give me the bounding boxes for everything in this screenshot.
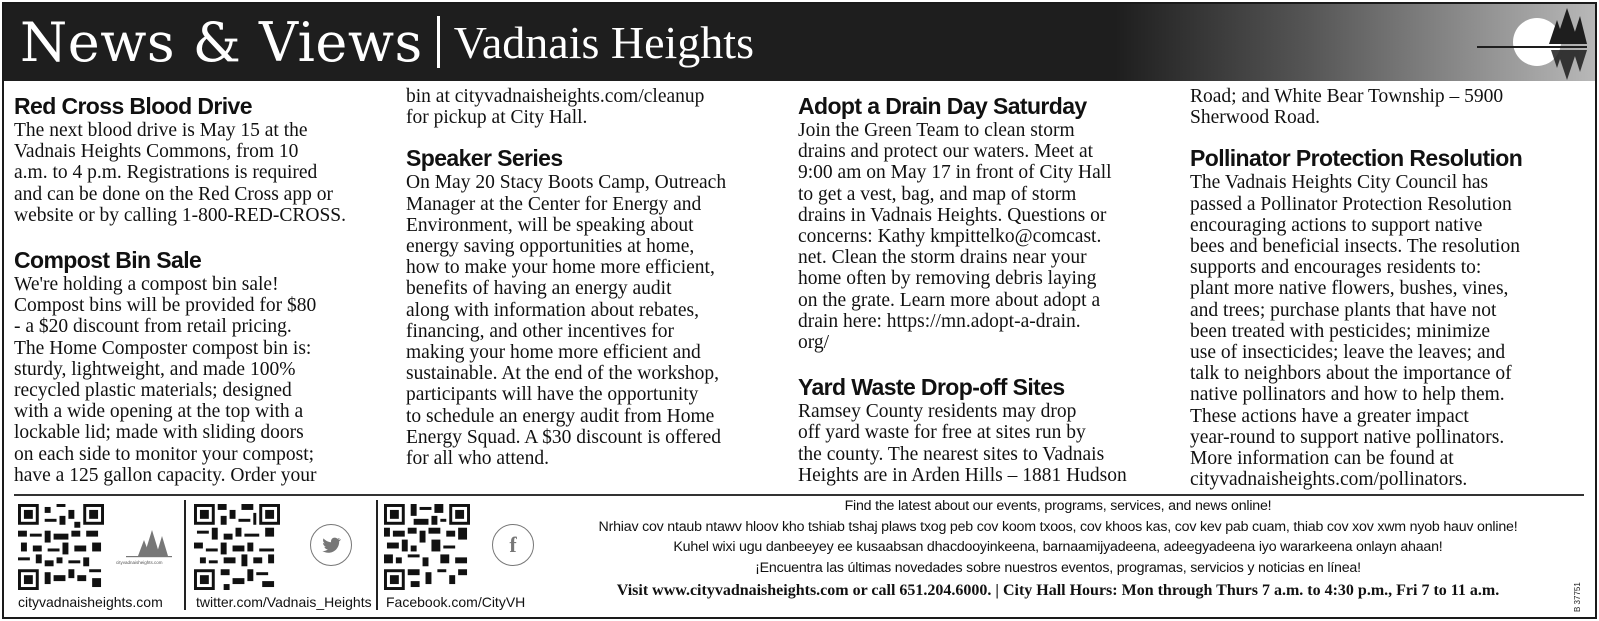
facebook-icon[interactable]: [492, 524, 534, 566]
column-4: [1190, 86, 1568, 490]
footer-separator: [184, 500, 186, 610]
column-1: [14, 86, 386, 486]
tagline-english: Find the latest about our events, programs, services, and news online!: [844, 498, 1272, 514]
twitter-qr-code[interactable]: [194, 504, 280, 590]
facebook-qr-code[interactable]: [384, 504, 470, 590]
page-title: [20, 8, 754, 76]
facebook-f-icon: f: [509, 532, 517, 557]
website-qr-code[interactable]: [18, 504, 104, 590]
tagline-spanish: ¡Encuentra las últimas novedades sobre nuestros eventos, programas, servicios y noticias en línea!: [755, 559, 1361, 576]
twitter-icon[interactable]: [310, 524, 352, 566]
title-city: Vadnais Heights: [453, 16, 754, 68]
website-link[interactable]: cityvadnaisheights.com: [18, 594, 163, 610]
article-body-pollinator: The Vadnais Heights City Council has passed a Pollinator Protection Resolution encouraging actions to support native bees and beneficial insects. The resolution supports and encourages residents to: plant more native flowers, bushes, vines, and trees; purchase plants that have not been treated with pesticides; minimize use of insecticides; leave the leaves; and talk to neighbors about the importance of native pollinators and how to help them. These actions have a greater impact year-round to support native pollinators. More information can be found at cityvadnaisheights.com/pollinators.: [1190, 172, 1520, 491]
article-body-yard-waste: Ramsey County residents may drop off yard waste for free at sites run by the county. The nearest sites to Vadnais Heights are in Arden Hills – 1881 Hudson: [798, 401, 1127, 486]
article-body-compost: We're holding a compost bin sale! Compost bins will be provided for $80 - a $20 discount from retail pricing. The Home Composter compost bin is: sturdy, lightweight, and made 100% recycled plastic materials; designed with a wide opening at the top with a lockable lid; made with sliding doors on each side to monitor your compost; have a 125 gallon capacity. Order your: [14, 274, 317, 486]
newsletter-ad: [2, 2, 1597, 619]
header-banner: [4, 4, 1595, 81]
column-3: [798, 86, 1178, 486]
mini-logo-text: cityvadnaisheights.com: [116, 560, 163, 565]
contact-hours: Visit www.cityvadnaisheights.com or call 651.204.6000. | City Hall Hours: Mon through Thurs 7 a.m. to 4:30 p.m., Fri 7 to 11 a.m.: [616, 582, 1500, 600]
column-2: [406, 86, 786, 469]
tagline-hmong: Nrhiav cov ntaub ntawv hloov kho tshiab tshaj plaws txog peb cov koom txoos, cov khoos kas, cov kev pab cuam, thiab cov xov xwm nyob hauv online!: [598, 518, 1518, 535]
article-body-adopt-drain: Join the Green Team to clean storm drains and protect our waters. Meet at 9:00 am on May 17 in front of City Hall to get a vest, bag, and map of storm drains in Vadnais Heights. Questions or concerns: Kathy kmpittelko@comcast. net. Clean the storm drains near your home often by removing debris laying on the grate. Learn more about adopt a drain here: https://mn.adopt-a-drain. org/: [798, 120, 1112, 354]
twitter-bird-icon: [320, 534, 342, 556]
city-logo-icon: [116, 528, 174, 572]
footer-separator: [376, 500, 378, 610]
article-body-speaker-series: On May 20 Stacy Boots Camp, Outreach Manager at the Center for Energy and Environment, will be speaking about energy saving opportunities at home, how to make your home more efficient, benefits of having an energy audit along with information about rebates, financing, and other incentives for making your home more efficient and sustainable. At the end of the workshop, participants will have the opportunity to schedule an energy audit from Home Energy Squad. A $30 discount is offered for all who attend.: [406, 172, 727, 470]
article-body-blood-drive: The next blood drive is May 15 at the Vadnais Heights Commons, from 10 a.m. to 4 p.m. Registrations is required and can be done on the Red Cross app or website or by calling 1-800-RED-CROSS.: [14, 120, 347, 226]
article-title-speaker-series: Speaker Series: [406, 145, 563, 172]
twitter-link[interactable]: twitter.com/Vadnais_Heights: [196, 594, 372, 610]
tagline-somali: Kuhel wixi ugu danbeeyey ee kusaabsan dhacdooyinkeena, barnaamijyadeena, adeegyadeena iyo wararkeena onlayn ahaan!: [673, 539, 1443, 556]
pine-trees-logo-icon: [1467, 6, 1587, 80]
title-news-views: News & Views: [20, 10, 423, 74]
facebook-link[interactable]: Facebook.com/CityVH: [386, 594, 526, 610]
footer-info: [538, 496, 1578, 602]
article-title-pollinator: Pollinator Protection Resolution: [1190, 145, 1523, 172]
article-title-compost: Compost Bin Sale: [14, 247, 202, 274]
title-divider: [437, 16, 440, 68]
article-body-compost-continued: bin at cityvadnaisheights.com/cleanup for pickup at City Hall.: [406, 86, 705, 129]
article-body-yard-waste-continued: Road; and White Bear Township – 5900 Sherwood Road.: [1190, 86, 1504, 129]
article-title-yard-waste: Yard Waste Drop-off Sites: [798, 374, 1065, 401]
article-title-blood-drive: Red Cross Blood Drive: [14, 93, 252, 119]
ad-code: B 37751: [1573, 582, 1582, 612]
article-title-adopt-drain: Adopt a Drain Day Saturday: [798, 93, 1087, 119]
